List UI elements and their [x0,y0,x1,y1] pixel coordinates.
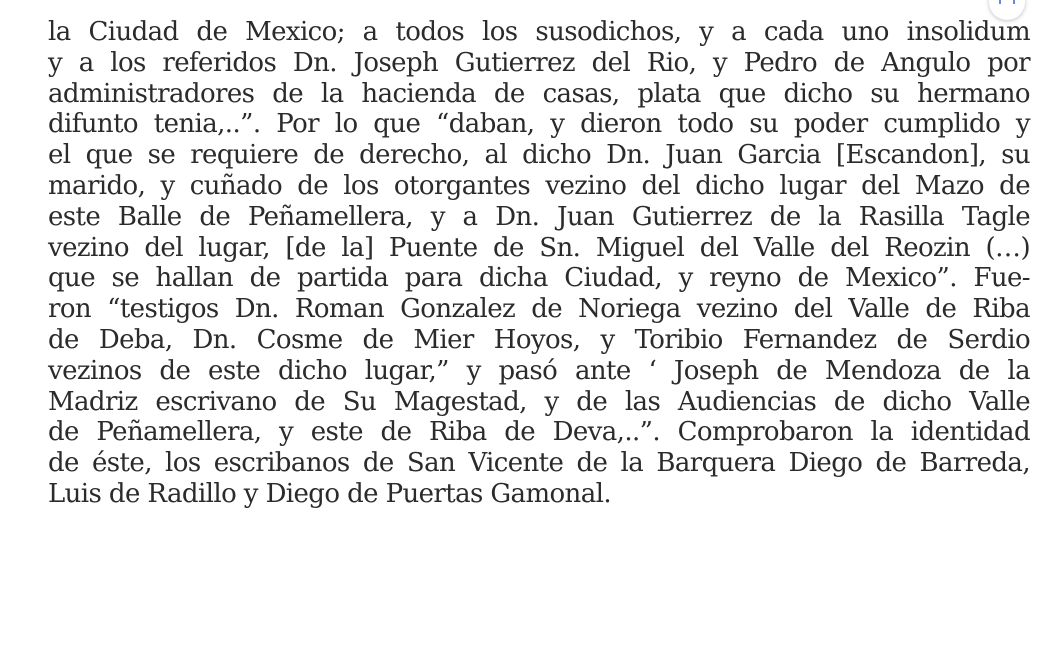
text-line: de éste, los escribanos de San Vicente de la Barquera Diego de Barreda, [48,448,1030,479]
text-line: difunto tenia,..”. Por lo que “daban, y dieron todo su poder cumplido y [48,109,1030,140]
text-line: marido, y cuñado de los otorgantes vezino del dicho lugar del Mazo de [48,170,1030,201]
text-line: de Peñamellera, y este de Riba de Deva,..”. Comprobaron la identidad [48,417,1030,448]
text-line: que se hallan de partida para dicha Ciudad, y reyno de Mexico”. Fue- [48,263,1030,294]
text-line: administradores de la hacienda de casas, plata que dicho su hermano [48,78,1030,109]
text-line: este Balle de Peñamellera, y a Dn. Juan Gutierrez de la Rasilla Tagle [48,201,1030,232]
text-line: vezinos de este dicho lugar,” y pasó ante ‘ Joseph de Mendoza de la [48,355,1030,386]
text-line: y a los referidos Dn. Joseph Gutierrez del Rio, y Pedro de Angulo por [48,47,1030,78]
text-line: de Deba, Dn. Cosme de Mier Hoyos, y Toribio Fernandez de Serdio [48,324,1030,355]
text-line: vezino del lugar, [de la] Puente de Sn. Miguel del Valle del Reozin (…) [48,232,1030,263]
document-paragraph [48,17,1030,510]
text-line: Luis de Radillo y Diego de Puertas Gamonal. [48,478,611,509]
text-line: ron “testigos Dn. Roman Gonzalez de Noriega vezino del Valle de Riba [48,294,1030,325]
text-line: Madriz escrivano de Su Magestad, y de las Audiencias de dicho Valle [48,386,1030,417]
text-line: la Ciudad de Mexico; a todos los susodichos, y a cada uno insolidum [48,17,1030,47]
expand-icon [999,0,1015,8]
text-line: el que se requiere de derecho, al dicho Dn. Juan Garcia [Escandon], su [48,140,1030,171]
